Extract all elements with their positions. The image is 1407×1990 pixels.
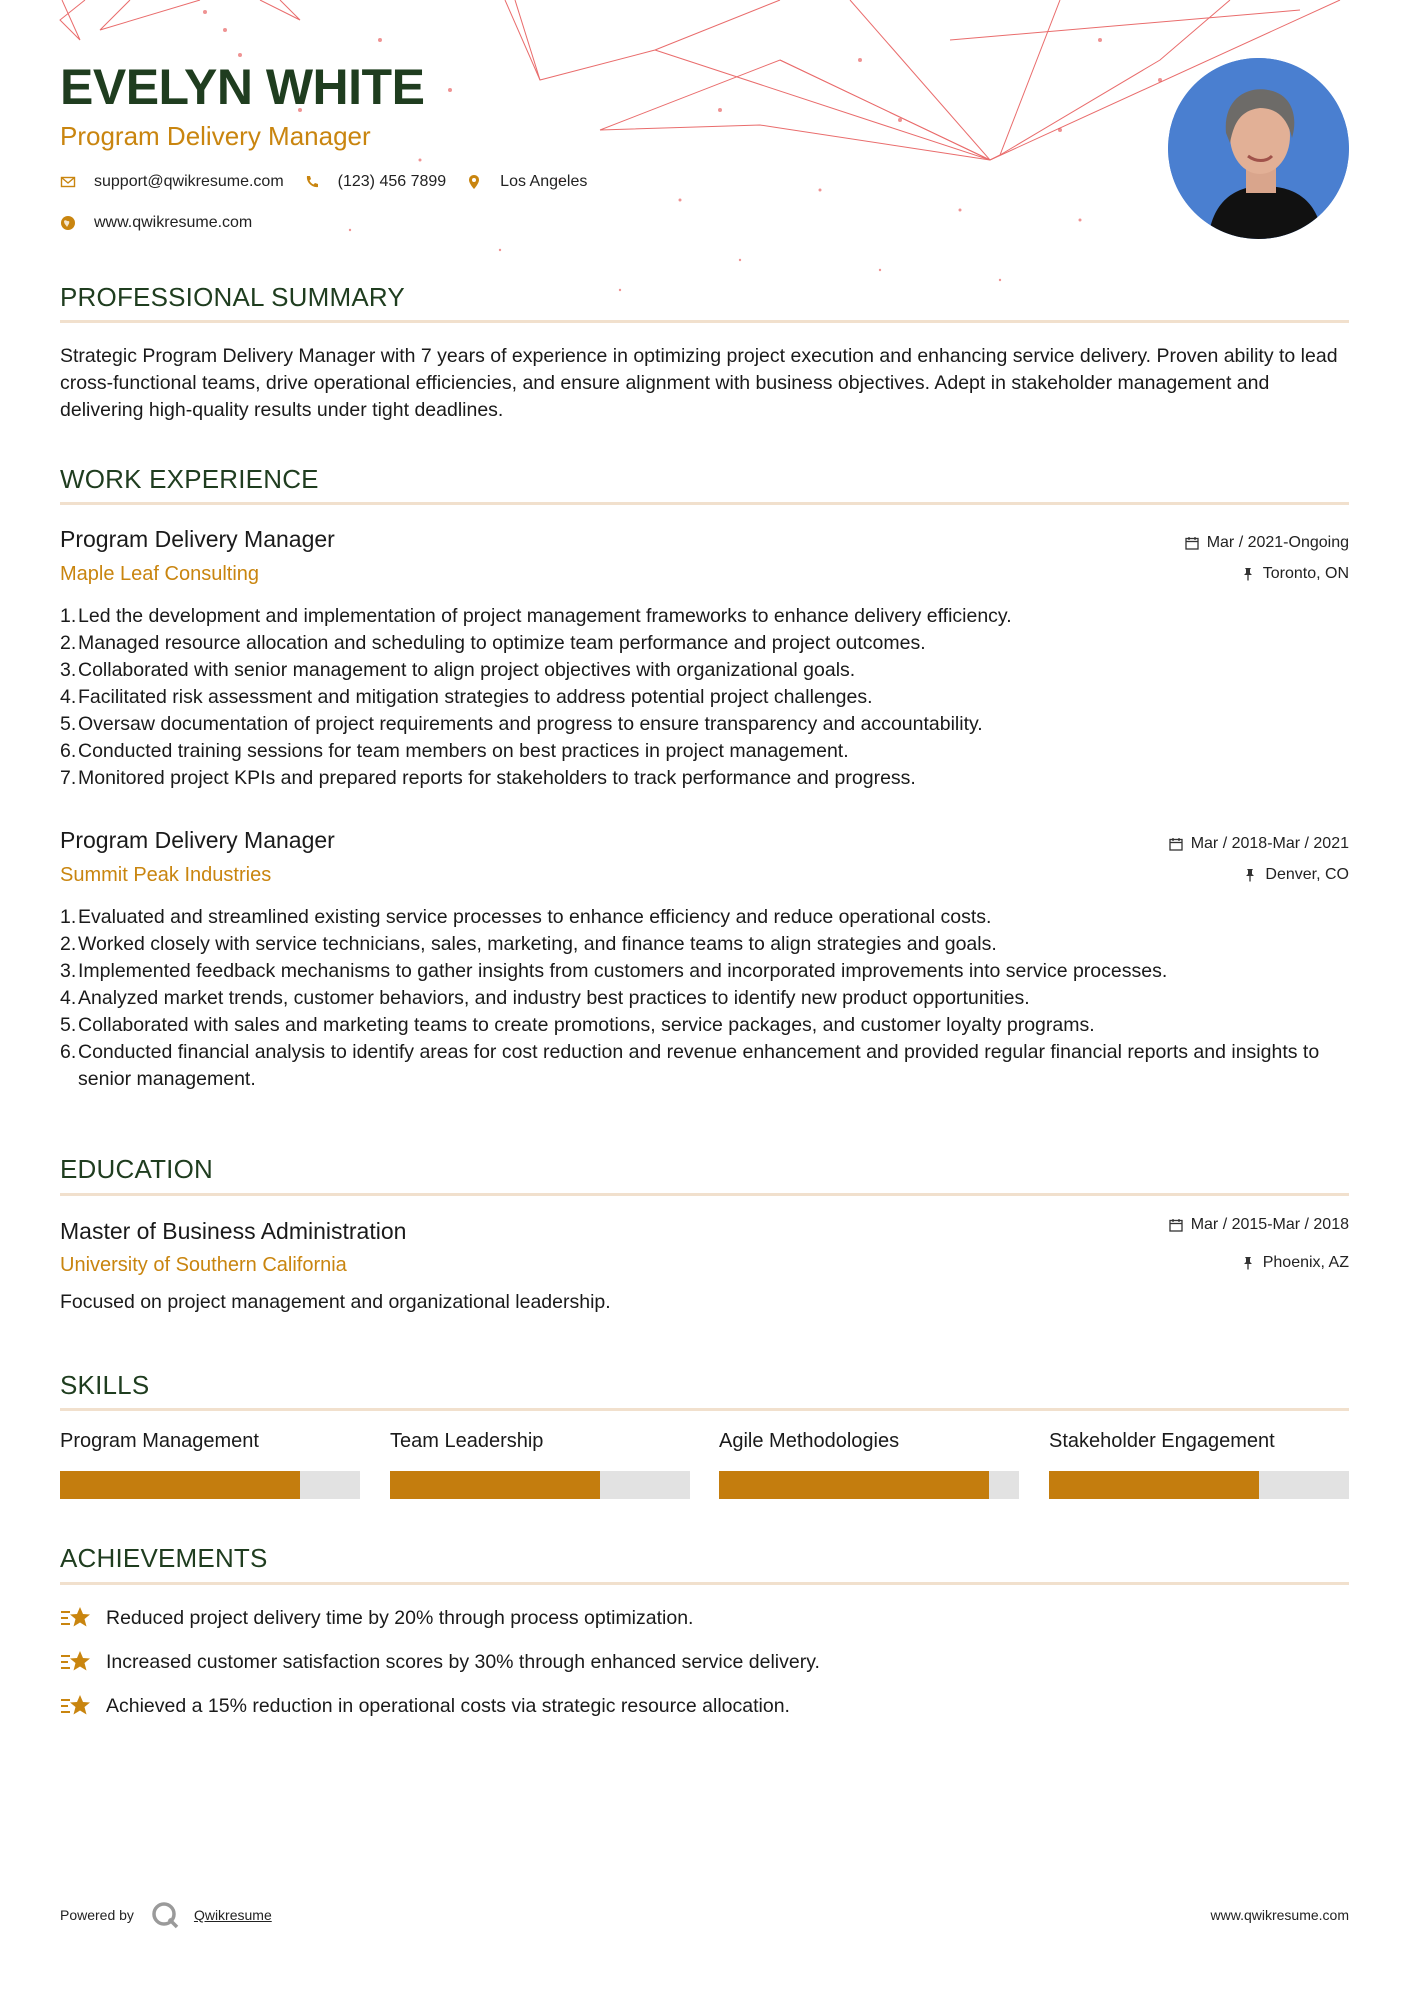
contact-website[interactable] [60,214,252,232]
skill-item [60,1430,360,1499]
calendar-icon [1169,1218,1183,1232]
achievements-divider [60,1582,1349,1585]
list-item: 6. Conducted training sessions for team members on best practices in project management. [60,740,849,762]
skill-item [1049,1430,1349,1499]
contact-row-secondary [60,214,272,232]
job-1-company: Maple Leaf Consulting [60,563,260,585]
achievement-text: Achieved a 15% reduction in operational costs via strategic resource allocation. [106,1694,790,1717]
website-text: www.qwikresume.com [94,214,253,231]
job-2-bullets [60,904,1360,1093]
map-pin-icon [466,174,482,190]
education-dates [1169,1216,1349,1234]
email-text: support@qwikresume.com [94,173,284,190]
list-item: 2. Managed resource allocation and scheduling to optimize team performance and project outcomes. [60,632,926,654]
candidate-role: Program Delivery Manager [60,121,371,151]
powered-by-text: Powered by [60,1907,134,1923]
skill-item [390,1430,690,1499]
candidate-name: EVELYN WHITE [60,59,425,115]
list-item: 3. Collaborated with senior management to align project objectives with organizational goals. [60,659,856,681]
pushpin-icon [1241,1256,1255,1270]
skill-bar [719,1471,1019,1499]
list-item: 4. Analyzed market trends, customer behaviors, and industry best practices to identify new product opportunities. [60,987,1030,1009]
phone-text: (123) 456 7899 [337,173,447,190]
experience-divider [60,502,1349,505]
job-2-location [1243,866,1349,884]
footer-url[interactable]: www.qwikresume.com [1210,1907,1349,1923]
list-item: 3. Implemented feedback mechanisms to gather insights from customers and incorporated improvements into service processes. [60,960,1168,982]
achievements-heading: ACHIEVEMENTS [60,1543,268,1573]
skills-divider [60,1408,1349,1411]
list-item: 5. Collaborated with sales and marketing teams to create promotions, service packages, and customer loyalty programs. [60,1014,1095,1036]
job-1-dates [1185,534,1349,552]
education-school: University of Southern California [60,1254,347,1276]
pushpin-icon [1241,567,1255,581]
list-item: 1. Evaluated and streamlined existing service processes to enhance efficiency and reduce operational costs. [60,906,992,928]
skill-item [719,1430,1019,1499]
job-2-company: Summit Peak Industries [60,864,272,886]
job-1-bullets [60,603,1360,792]
profile-photo [1168,58,1349,239]
job-2-location-text: Denver, CO [1265,866,1349,883]
summary-text: Strategic Program Delivery Manager with 7 years of experience in optimizing project execution and enhancing service delivery. Proven ability to lead cross-functional teams, drive operational efficiencies, and ensure alignment with business objectives. Adept in stakeholder management and delivering high-quality results under tight deadlines. [60,345,1338,421]
location-text: Los Angeles [500,173,588,190]
qwikresume-logo-icon [150,1900,180,1930]
job-1-dates-text: Mar / 2021-Ongoing [1206,534,1349,551]
education-divider [60,1193,1349,1196]
skill-label: Agile Methodologies [719,1430,900,1452]
skill-bar [1049,1471,1349,1499]
achievement-item [60,1604,693,1632]
globe-icon [60,215,76,231]
footer-powered-by [60,1900,272,1930]
skill-label: Team Leadership [390,1430,544,1452]
job-2-title: Program Delivery Manager [60,827,335,853]
skill-label: Program Management [60,1430,259,1452]
skill-bar [390,1471,690,1499]
avatar [1168,58,1349,239]
skill-label: Stakeholder Engagement [1049,1430,1275,1452]
achievement-text: Increased customer satisfaction scores by 30% through enhanced service delivery. [106,1650,820,1673]
star-badge-icon [60,1648,92,1676]
summary-heading: PROFESSIONAL SUMMARY [60,282,405,312]
education-description: Focused on project management and organizational leadership. [60,1291,611,1313]
list-item: 6. Conducted financial analysis to identify areas for cost reduction and revenue enhancement and provided regular financial reports and insights to senior management. [60,1041,1320,1090]
list-item: 1. Led the development and implementation of project management frameworks to enhance delivery efficiency. [60,605,1012,627]
job-1-location-text: Toronto, ON [1262,565,1349,582]
skill-bar-fill [60,1471,300,1499]
job-2-dates-text: Mar / 2018-Mar / 2021 [1190,835,1349,852]
job-1-title: Program Delivery Manager [60,526,335,552]
list-item: 7. Monitored project KPIs and prepared reports for stakeholders to track performance and progress. [60,767,916,789]
contact-row-primary [60,173,607,191]
calendar-icon [1169,837,1183,851]
job-2-dates [1169,835,1349,853]
star-badge-icon [60,1692,92,1720]
contact-email[interactable] [60,173,284,191]
skill-bar [60,1471,360,1499]
qwikresume-link[interactable]: Qwikresume [193,1907,272,1923]
education-location [1241,1254,1349,1272]
contact-phone[interactable] [304,173,447,191]
list-item: 4. Facilitated risk assessment and mitigation strategies to address potential project challenges. [60,686,873,708]
skill-bar-fill [719,1471,989,1499]
achievement-text: Reduced project delivery time by 20% through process optimization. [106,1606,694,1629]
skills-heading: SKILLS [60,1370,150,1400]
education-location-text: Phoenix, AZ [1262,1254,1349,1271]
skill-bar-fill [1049,1471,1259,1499]
achievement-item [60,1692,790,1720]
education-dates-text: Mar / 2015-Mar / 2018 [1190,1216,1349,1233]
education-heading: EDUCATION [60,1154,213,1184]
pushpin-icon [1243,868,1257,882]
phone-icon [304,174,320,190]
list-item: 5. Oversaw documentation of project requirements and progress to ensure transparency and accountability. [60,713,983,735]
achievement-item [60,1648,820,1676]
calendar-icon [1185,536,1199,550]
summary-divider [60,320,1349,323]
education-degree: Master of Business Administration [60,1218,407,1244]
job-1-location [1241,565,1349,583]
star-badge-icon [60,1604,92,1632]
experience-heading: WORK EXPERIENCE [60,464,319,494]
contact-location [466,173,587,191]
envelope-icon [60,174,76,190]
list-item: 2. Worked closely with service technicians, sales, marketing, and finance teams to align strategies and goals. [60,933,997,955]
skill-bar-fill [390,1471,600,1499]
